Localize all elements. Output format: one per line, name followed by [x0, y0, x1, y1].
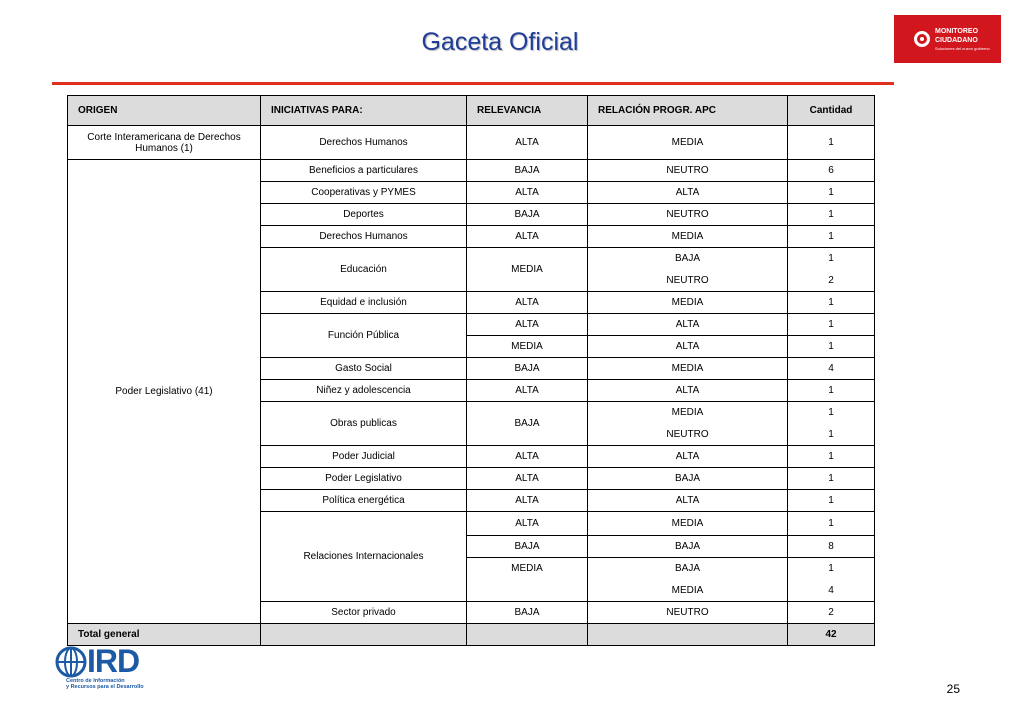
initiatives-table [67, 95, 875, 646]
quantity-cell: 1 [788, 292, 875, 314]
relation-cell: BAJA [588, 248, 788, 270]
relation-cell: NEUTRO [588, 424, 788, 446]
relevance-cell: ALTA [467, 226, 588, 248]
header-relacion: RELACIÓN PROGR. APC [588, 96, 788, 126]
relevance-cell: BAJA [467, 602, 588, 624]
relation-cell: NEUTRO [588, 204, 788, 226]
quantity-cell: 4 [788, 580, 875, 602]
relation-cell: BAJA [588, 536, 788, 558]
table-row [68, 160, 875, 182]
total-value: 42 [788, 624, 875, 646]
quantity-cell: 1 [788, 402, 875, 424]
quantity-cell: 1 [788, 380, 875, 402]
quantity-cell: 8 [788, 536, 875, 558]
logo-tagline: Soluciones del nuevo gobierno [935, 45, 990, 51]
initiative-cell: Cooperativas y PYMES [261, 182, 467, 204]
initiative-cell: Obras publicas [261, 402, 467, 446]
relation-cell: NEUTRO [588, 602, 788, 624]
header-cantidad: Cantidad [788, 96, 875, 126]
relation-cell: MEDIA [588, 358, 788, 380]
relevance-cell: ALTA [467, 490, 588, 512]
initiative-cell: Función Pública [261, 314, 467, 358]
ird-logo-subtitle [66, 678, 166, 690]
origin-cell: Poder Legislativo (41) [68, 160, 261, 624]
relevance-cell: ALTA [467, 512, 588, 536]
page-title: Gaceta Oficial [421, 28, 579, 56]
logo-line-2: CIUDADANO [935, 36, 978, 44]
relation-cell: ALTA [588, 380, 788, 402]
quantity-cell: 1 [788, 126, 875, 160]
relevance-cell: ALTA [467, 292, 588, 314]
initiative-cell: Poder Judicial [261, 446, 467, 468]
relevance-cell: MEDIA [467, 248, 588, 292]
globe-icon [55, 646, 87, 678]
initiative-cell: Equidad e inclusión [261, 292, 467, 314]
quantity-cell: 1 [788, 468, 875, 490]
header-origen: ORIGEN [68, 96, 261, 126]
relation-cell: NEUTRO [588, 160, 788, 182]
relation-cell: MEDIA [588, 580, 788, 602]
relevance-cell: ALTA [467, 446, 588, 468]
relation-cell: BAJA [588, 468, 788, 490]
quantity-cell: 1 [788, 314, 875, 336]
relevance-cell: BAJA [467, 358, 588, 380]
quantity-cell: 4 [788, 358, 875, 380]
origin-cell: Corte Interamericana de Derechos Humanos (1) [68, 126, 261, 160]
ird-logo-letters: IRD [87, 643, 140, 679]
total-label: Total general [68, 624, 261, 646]
ird-logo [55, 644, 155, 696]
relation-cell: ALTA [588, 490, 788, 512]
relevance-cell: ALTA [467, 380, 588, 402]
total-empty-cell [588, 624, 788, 646]
relevance-cell: BAJA [467, 204, 588, 226]
initiative-cell: Derechos Humanos [261, 126, 467, 160]
initiative-cell: Derechos Humanos [261, 226, 467, 248]
ird-line-2: y Recursos para el Desarrollo [66, 684, 144, 690]
table-row [68, 126, 875, 160]
quantity-cell: 2 [788, 602, 875, 624]
relation-cell: MEDIA [588, 292, 788, 314]
quantity-cell: 1 [788, 424, 875, 446]
relation-cell: NEUTRO [588, 270, 788, 292]
quantity-cell: 1 [788, 182, 875, 204]
quantity-cell: 2 [788, 270, 875, 292]
quantity-cell: 1 [788, 248, 875, 270]
relation-cell: MEDIA [588, 512, 788, 536]
relevance-cell: MEDIA [467, 336, 588, 358]
total-empty-cell [261, 624, 467, 646]
initiative-cell: Educación [261, 248, 467, 292]
relation-cell: ALTA [588, 314, 788, 336]
relevance-cell: ALTA [467, 182, 588, 204]
relation-cell: MEDIA [588, 226, 788, 248]
logo-line-1: MONITOREO [935, 27, 979, 35]
table-header-row [68, 96, 875, 126]
monitoreo-ciudadano-logo [894, 15, 1001, 63]
initiative-cell: Beneficios a particulares [261, 160, 467, 182]
relevance-cell: ALTA [467, 126, 588, 160]
relevance-cell: ALTA [467, 314, 588, 336]
initiative-cell: Deportes [261, 204, 467, 226]
initiative-cell: Sector privado [261, 602, 467, 624]
initiative-cell: Niñez y adolescencia [261, 380, 467, 402]
relation-cell: ALTA [588, 336, 788, 358]
relevance-cell: BAJA [467, 160, 588, 182]
quantity-cell: 1 [788, 226, 875, 248]
ird-line-1: Centro de Información [66, 678, 125, 684]
quantity-cell: 1 [788, 204, 875, 226]
header-iniciativas: INICIATIVAS PARA: [261, 96, 467, 126]
quantity-cell: 1 [788, 336, 875, 358]
relation-cell: ALTA [588, 446, 788, 468]
initiative-cell: Política energética [261, 490, 467, 512]
page-number: 25 [946, 682, 960, 696]
initiative-cell: Relaciones Internacionales [261, 512, 467, 602]
relevance-cell: BAJA [467, 402, 588, 446]
title-divider [52, 82, 894, 85]
quantity-cell: 1 [788, 558, 875, 580]
initiative-cell: Poder Legislativo [261, 468, 467, 490]
initiative-cell: Gasto Social [261, 358, 467, 380]
quantity-cell: 1 [788, 490, 875, 512]
relevance-cell: MEDIA [467, 558, 588, 602]
relevance-cell: ALTA [467, 468, 588, 490]
relation-cell: ALTA [588, 182, 788, 204]
relation-cell: MEDIA [588, 402, 788, 424]
quantity-cell: 6 [788, 160, 875, 182]
relevance-cell: BAJA [467, 536, 588, 558]
quantity-cell: 1 [788, 446, 875, 468]
relation-cell: MEDIA [588, 126, 788, 160]
total-empty-cell [467, 624, 588, 646]
relation-cell: BAJA [588, 558, 788, 580]
header-relevancia: RELEVANCIA [467, 96, 588, 126]
quantity-cell: 1 [788, 512, 875, 536]
location-pin-icon [914, 31, 930, 47]
total-row [68, 624, 875, 646]
